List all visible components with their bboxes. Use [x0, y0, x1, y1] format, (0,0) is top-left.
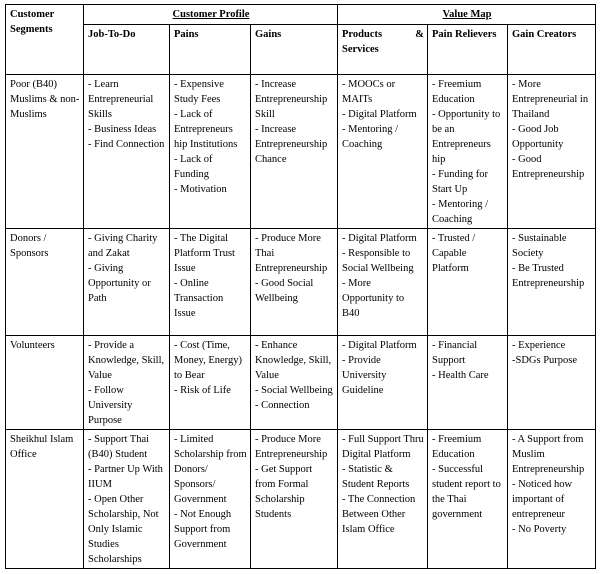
products-services-cell	[338, 229, 428, 336]
job-to-do-cell	[84, 430, 170, 569]
pains-cell	[170, 229, 251, 336]
cell-text: - Full Support Thru Digital Platform - Statistic & Student Reports - The Connection Between Other Islam Office	[342, 434, 424, 535]
table-row	[6, 75, 596, 229]
segment-cell: Volunteers	[6, 336, 84, 430]
cell-text: - Sustainable Society - Be Trusted Entrepreneurship	[512, 233, 585, 289]
cell-text: - Increase Entrepreneurship Skill - Increase Entrepreneurship Chance	[255, 79, 328, 165]
pain-relievers-cell	[428, 336, 508, 430]
gain-creators-cell	[508, 430, 596, 569]
gains-cell	[251, 430, 338, 569]
column-header-job-to-do: Job-To-Do	[84, 25, 170, 75]
gains-cell	[251, 75, 338, 229]
pain-relievers-cell	[428, 430, 508, 569]
column-header-pain-relievers: Pain Relievers	[428, 25, 508, 75]
cell-text: - More Entrepreneurial in Thailand - Good Job Opportunity - Good Entrepreneurship	[512, 79, 589, 180]
gains-cell	[251, 336, 338, 430]
column-header-products-services	[338, 25, 428, 75]
customer-profile-header: Customer Profile	[84, 5, 338, 25]
job-to-do-cell	[84, 336, 170, 430]
cell-text: - Produce More Thai Entrepreneurship - Good Social Wellbeing	[255, 233, 328, 304]
cell-text: - Giving Charity and Zakat - Giving Opportunity or Path	[88, 233, 158, 304]
table-row	[6, 430, 596, 569]
column-header-pains: Pains	[170, 25, 251, 75]
products-services-cell	[338, 336, 428, 430]
cell-text: - Learn Entrepreneurial Skills - Business Ideas - Find Connection	[88, 79, 165, 150]
pains-cell	[170, 75, 251, 229]
value-map-header: Value Map	[338, 5, 596, 25]
header-row-columns	[6, 25, 596, 75]
pain-relievers-cell	[428, 75, 508, 229]
job-to-do-cell	[84, 75, 170, 229]
header-row-top	[6, 5, 596, 25]
gain-creators-cell	[508, 75, 596, 229]
pains-cell	[170, 430, 251, 569]
segment-cell: Donors / Sponsors	[6, 229, 84, 336]
cell-text: - Enhance Knowledge, Skill, Value - Social Wellbeing - Connection	[255, 340, 333, 411]
products-services-cell	[338, 430, 428, 569]
cell-text: - A Support from Muslim Entrepreneurship - Noticed how important of entrepreneur - No Poverty	[512, 434, 585, 535]
cell-text: - Experience -SDGs Purpose	[512, 340, 578, 366]
cell-text: - Digital Platform - Provide University Guideline	[342, 340, 417, 396]
cell-text: - Provide a Knowledge, Skill, Value - Follow University Purpose	[88, 340, 165, 426]
segment-cell: Sheikhul Islam Office	[6, 430, 84, 569]
segments-header: Customer Segments	[6, 5, 84, 75]
cell-text: - Limited Scholarship from Donors/ Sponsors/ Government - Not Enough Support from Government	[174, 434, 247, 550]
pain-relievers-cell	[428, 229, 508, 336]
cell-text: - Digital Platform - Responsible to Social Wellbeing - More Opportunity to B40	[342, 233, 417, 319]
pains-cell	[170, 336, 251, 430]
cell-text: - The Digital Platform Trust Issue - Online Transaction Issue	[174, 233, 235, 319]
cell-text: - MOOCs or MAITs - Digital Platform - Mentoring / Coaching	[342, 79, 417, 150]
segment-cell: Poor (B40) Muslims & non-Muslims	[6, 75, 84, 229]
cell-text: - Support Thai (B40) Student - Partner Up With IIUM - Open Other Scholarship, Not Only Islamic Studies Scholarships	[88, 434, 163, 565]
table-wrapper	[5, 4, 596, 569]
table-row	[6, 229, 596, 336]
cell-text: - Trusted / Capable Platform	[432, 233, 476, 274]
gains-cell	[251, 229, 338, 336]
cell-text: - Freemium Education - Successful student report to the Thai government	[432, 434, 501, 520]
cell-text: - Produce More Entrepreneurship - Get Support from Formal Scholarship Students	[255, 434, 328, 520]
cell-text: - Cost (Time, Money, Energy) to Bear - Risk of Life	[174, 340, 242, 396]
cell-text: - Expensive Study Fees - Lack of Entrepreneurs hip Institutions - Lack of Funding - Motivation	[174, 79, 238, 195]
job-to-do-cell	[84, 229, 170, 336]
value-proposition-table	[5, 4, 596, 569]
gain-creators-cell	[508, 229, 596, 336]
table-row	[6, 336, 596, 430]
cell-text: - Financial Support - Health Care	[432, 340, 489, 381]
column-header-gain-creators: Gain Creators	[508, 25, 596, 75]
column-header-gains: Gains	[251, 25, 338, 75]
column-header-products-services-label: Products & Services	[342, 29, 424, 55]
products-services-cell	[338, 75, 428, 229]
cell-text: - Freemium Education - Opportunity to be an Entrepreneurs hip - Funding for Start Up - Mentoring / Coaching	[432, 79, 501, 225]
gain-creators-cell	[508, 336, 596, 430]
